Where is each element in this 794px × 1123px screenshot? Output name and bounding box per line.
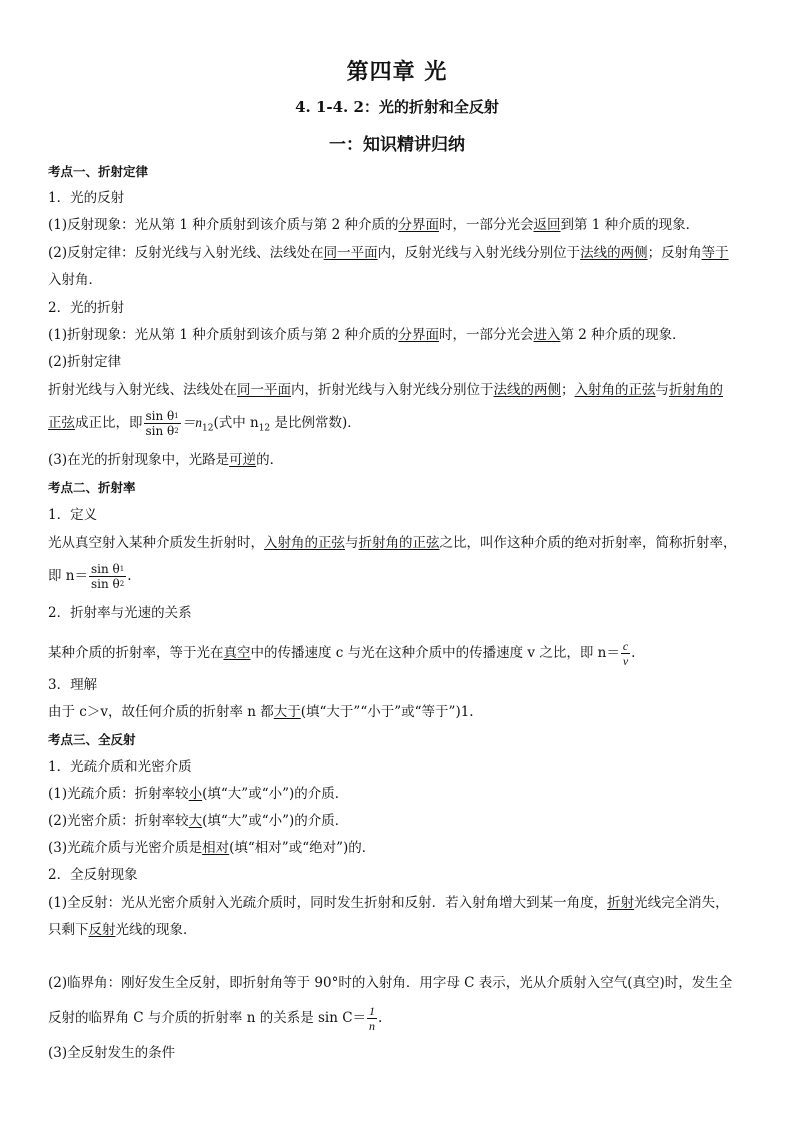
optically-thinner: (1)光疏介质：折射率较小(填“大”或“小”)的介质． (48, 786, 349, 802)
sine-ratio-fraction: $\frac{\sin \theta^1}{\sin \theta^2}$ (145, 409, 179, 438)
topic-2-heading: 考点二、折射率 (48, 480, 136, 495)
subheading-understanding: 3．理解 (48, 677, 98, 693)
subheading-total-reflection: 2．全反射现象 (48, 867, 138, 883)
total-reflection-conditions: (3)全反射发生的条件 (48, 1045, 176, 1061)
index-formula: 即 n＝ $\frac{\sin \theta^1}{\sin \theta^2}$ . (48, 562, 132, 591)
subheading-speed-relation: 2．折射率与光速的关系 (48, 605, 192, 621)
subheading-definition: 1．定义 (48, 507, 98, 523)
topic-3-heading: 考点三、全反射 (48, 732, 136, 747)
index-definition: 光从真空射入某种介质发生折射时，入射角的正弦与折射角的正弦之比，叫作这种介质的绝对折射率，简称折射率， (48, 535, 737, 551)
critical-angle-formula: 反射的临界角 C 与介质的折射率 n 的关系是 sin C＝ $\frac{1}{n}$ . (48, 1004, 383, 1033)
relative-media: (3)光疏介质与光密介质是相对(填“相对”或“绝对”)的． (48, 840, 376, 856)
c-over-v-fraction: $\frac{c}{v}$ (622, 639, 629, 668)
section-title: 4. 1-4. 2：光的折射和全反射 (295, 98, 499, 116)
subheading-refraction: 2．光的折射 (48, 300, 125, 316)
chapter-title: 第四章 光 (346, 59, 448, 85)
refraction-law-heading: (2)折射定律 (48, 354, 122, 370)
reversible-path: (3)在光的折射现象中，光路是可逆的． (48, 452, 284, 468)
reflection-phenomenon: (1)反射现象：光从第 1 种介质射到该介质与第 2 种介质的分界面时，一部分光会返回到第 1 种介质的现象． (48, 217, 700, 233)
refraction-phenomenon: (1)折射现象：光从第 1 种介质射到该介质与第 2 种介质的分界面时，一部分光会进入第 2 种介质的现象． (48, 327, 686, 343)
index-fraction: $\frac{\sin \theta^1}{\sin \theta^2}$ (91, 562, 125, 591)
speed-relation: 某种介质的折射率，等于光在真空中的传播速度 c 与光在这种介质中的传播速度 v 之比，即 n＝ $\frac{c}{v}$ . (48, 639, 636, 668)
subheading-media: 1．光疏介质和光密介质 (48, 759, 192, 775)
total-reflection-def-cont: 只剩下反射光线的现象． (48, 922, 197, 938)
refraction-law-formula-line: 正弦成正比，即 $\frac{\sin \theta^1}{\sin \theta^2}$ $=n_{12}$(式中 $n_{12}$ 是比例常数)． (48, 409, 361, 438)
optically-denser: (2)光密介质：折射率较大(填“大”或“小”)的介质． (48, 813, 349, 829)
one-over-n-fraction: $\frac{1}{n}$ (369, 1004, 376, 1033)
critical-angle: (2)临界角：刚好发生全反射，即折射角等于 90°时的入射角．用字母 C 表示，光从介质射入空气(真空)时，发生全 (48, 975, 733, 991)
reflection-law: (2)反射定律：反射光线与入射光线、法线处在同一平面内，反射光线与入射光线分别位于法线的两侧；反射角等于 (48, 245, 729, 261)
understanding-text: 由于 c＞v，故任何介质的折射率 n 都大于(填“大于”“小于”或“等于”)1. (48, 704, 474, 720)
topic-1-heading: 考点一、折射定律 (48, 164, 149, 179)
part-title: 一：知识精讲归纳 (329, 135, 465, 155)
refraction-law: 折射光线与入射光线、法线处在同一平面内，折射光线与入射光线分别位于法线的两侧；入射角的正弦与折射角的 (48, 382, 723, 398)
total-reflection-def: (1)全反射：光从光密介质射入光疏介质时，同时发生折射和反射．若入射角增大到某一角度，折射光线完全消失， (48, 895, 729, 911)
reflection-law-cont: 入射角． (48, 272, 102, 288)
subheading-reflection: 1．光的反射 (48, 190, 125, 206)
